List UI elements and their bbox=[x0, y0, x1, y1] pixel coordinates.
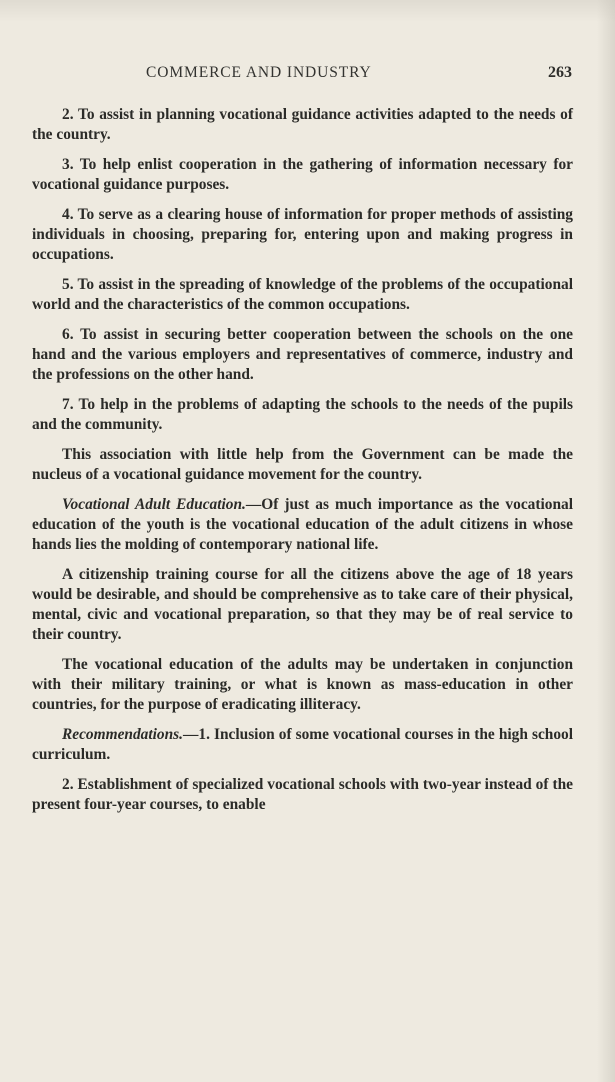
running-title: COMMERCE AND INDUSTRY bbox=[146, 64, 372, 81]
page-edge-shading-top bbox=[0, 0, 615, 22]
section-lead-heading: Vocational Adult Education. bbox=[62, 496, 246, 513]
paragraph-item-4 bbox=[32, 205, 573, 265]
paragraph-text: This association with little help from the Government can be made the nucleus of a vocational guidance movement for the country. bbox=[32, 446, 573, 483]
running-header bbox=[32, 64, 572, 88]
paragraph-text: 2. To assist in planning vocational guidance activities adapted to the needs of the country. bbox=[32, 106, 573, 143]
paragraph-item-7 bbox=[32, 395, 573, 435]
paragraph-text: 5. To assist in the spreading of knowledge of the problems of the occupational world and the characteristics of the common occupations. bbox=[32, 276, 573, 313]
section-lead-heading: Recommendations. bbox=[62, 726, 183, 743]
paragraph-text: The vocational education of the adults may be undertaken in conjunction with their military training, or what is known as mass-education in other countries, for the purpose of eradicating illiteracy. bbox=[32, 656, 573, 713]
paragraph-adult-education bbox=[32, 655, 573, 715]
paragraph-vocational-adult-education bbox=[32, 495, 573, 555]
paragraph-text: A citizenship training course for all the citizens above the age of 18 years would be desirable, and should be comprehensive as to take care of their physical, mental, civic and vocational preparation, so that they may be of real service to their country. bbox=[32, 566, 573, 643]
paragraph-recommendation-2 bbox=[32, 775, 573, 815]
paragraph-text: 4. To serve as a clearing house of information for proper methods of assisting individuals in choosing, preparing for, entering upon and making progress in occupations. bbox=[32, 206, 573, 263]
paragraph-item-6 bbox=[32, 325, 573, 385]
paragraph-item-3 bbox=[32, 155, 573, 195]
body-text bbox=[32, 105, 573, 825]
paragraph-text: —1. Inclusion of some vocational courses in the high school curriculum. bbox=[32, 726, 573, 763]
page-edge-shading-right bbox=[597, 0, 615, 1082]
paragraph-text: 3. To help enlist cooperation in the gathering of information necessary for vocational guidance purposes. bbox=[32, 156, 573, 193]
paragraph-item-2 bbox=[32, 105, 573, 145]
paragraph-association bbox=[32, 445, 573, 485]
paragraph-text: 2. Establishment of specialized vocational schools with two-year instead of the present four-year courses, to enable bbox=[32, 776, 573, 813]
paragraph-text: 6. To assist in securing better cooperation between the schools on the one hand and the various employers and representatives of commerce, industry and the professions on the other hand. bbox=[32, 326, 573, 383]
paragraph-item-5 bbox=[32, 275, 573, 315]
paragraph-recommendations bbox=[32, 725, 573, 765]
page-number: 263 bbox=[548, 64, 572, 81]
paragraph-text: 7. To help in the problems of adapting the schools to the needs of the pupils and the community. bbox=[32, 396, 573, 433]
paragraph-text: —Of just as much importance as the vocational education of the youth is the vocational education of the adult citizens in whose hands lies the molding of contemporary national life. bbox=[32, 496, 573, 553]
paragraph-citizenship-training bbox=[32, 565, 573, 645]
